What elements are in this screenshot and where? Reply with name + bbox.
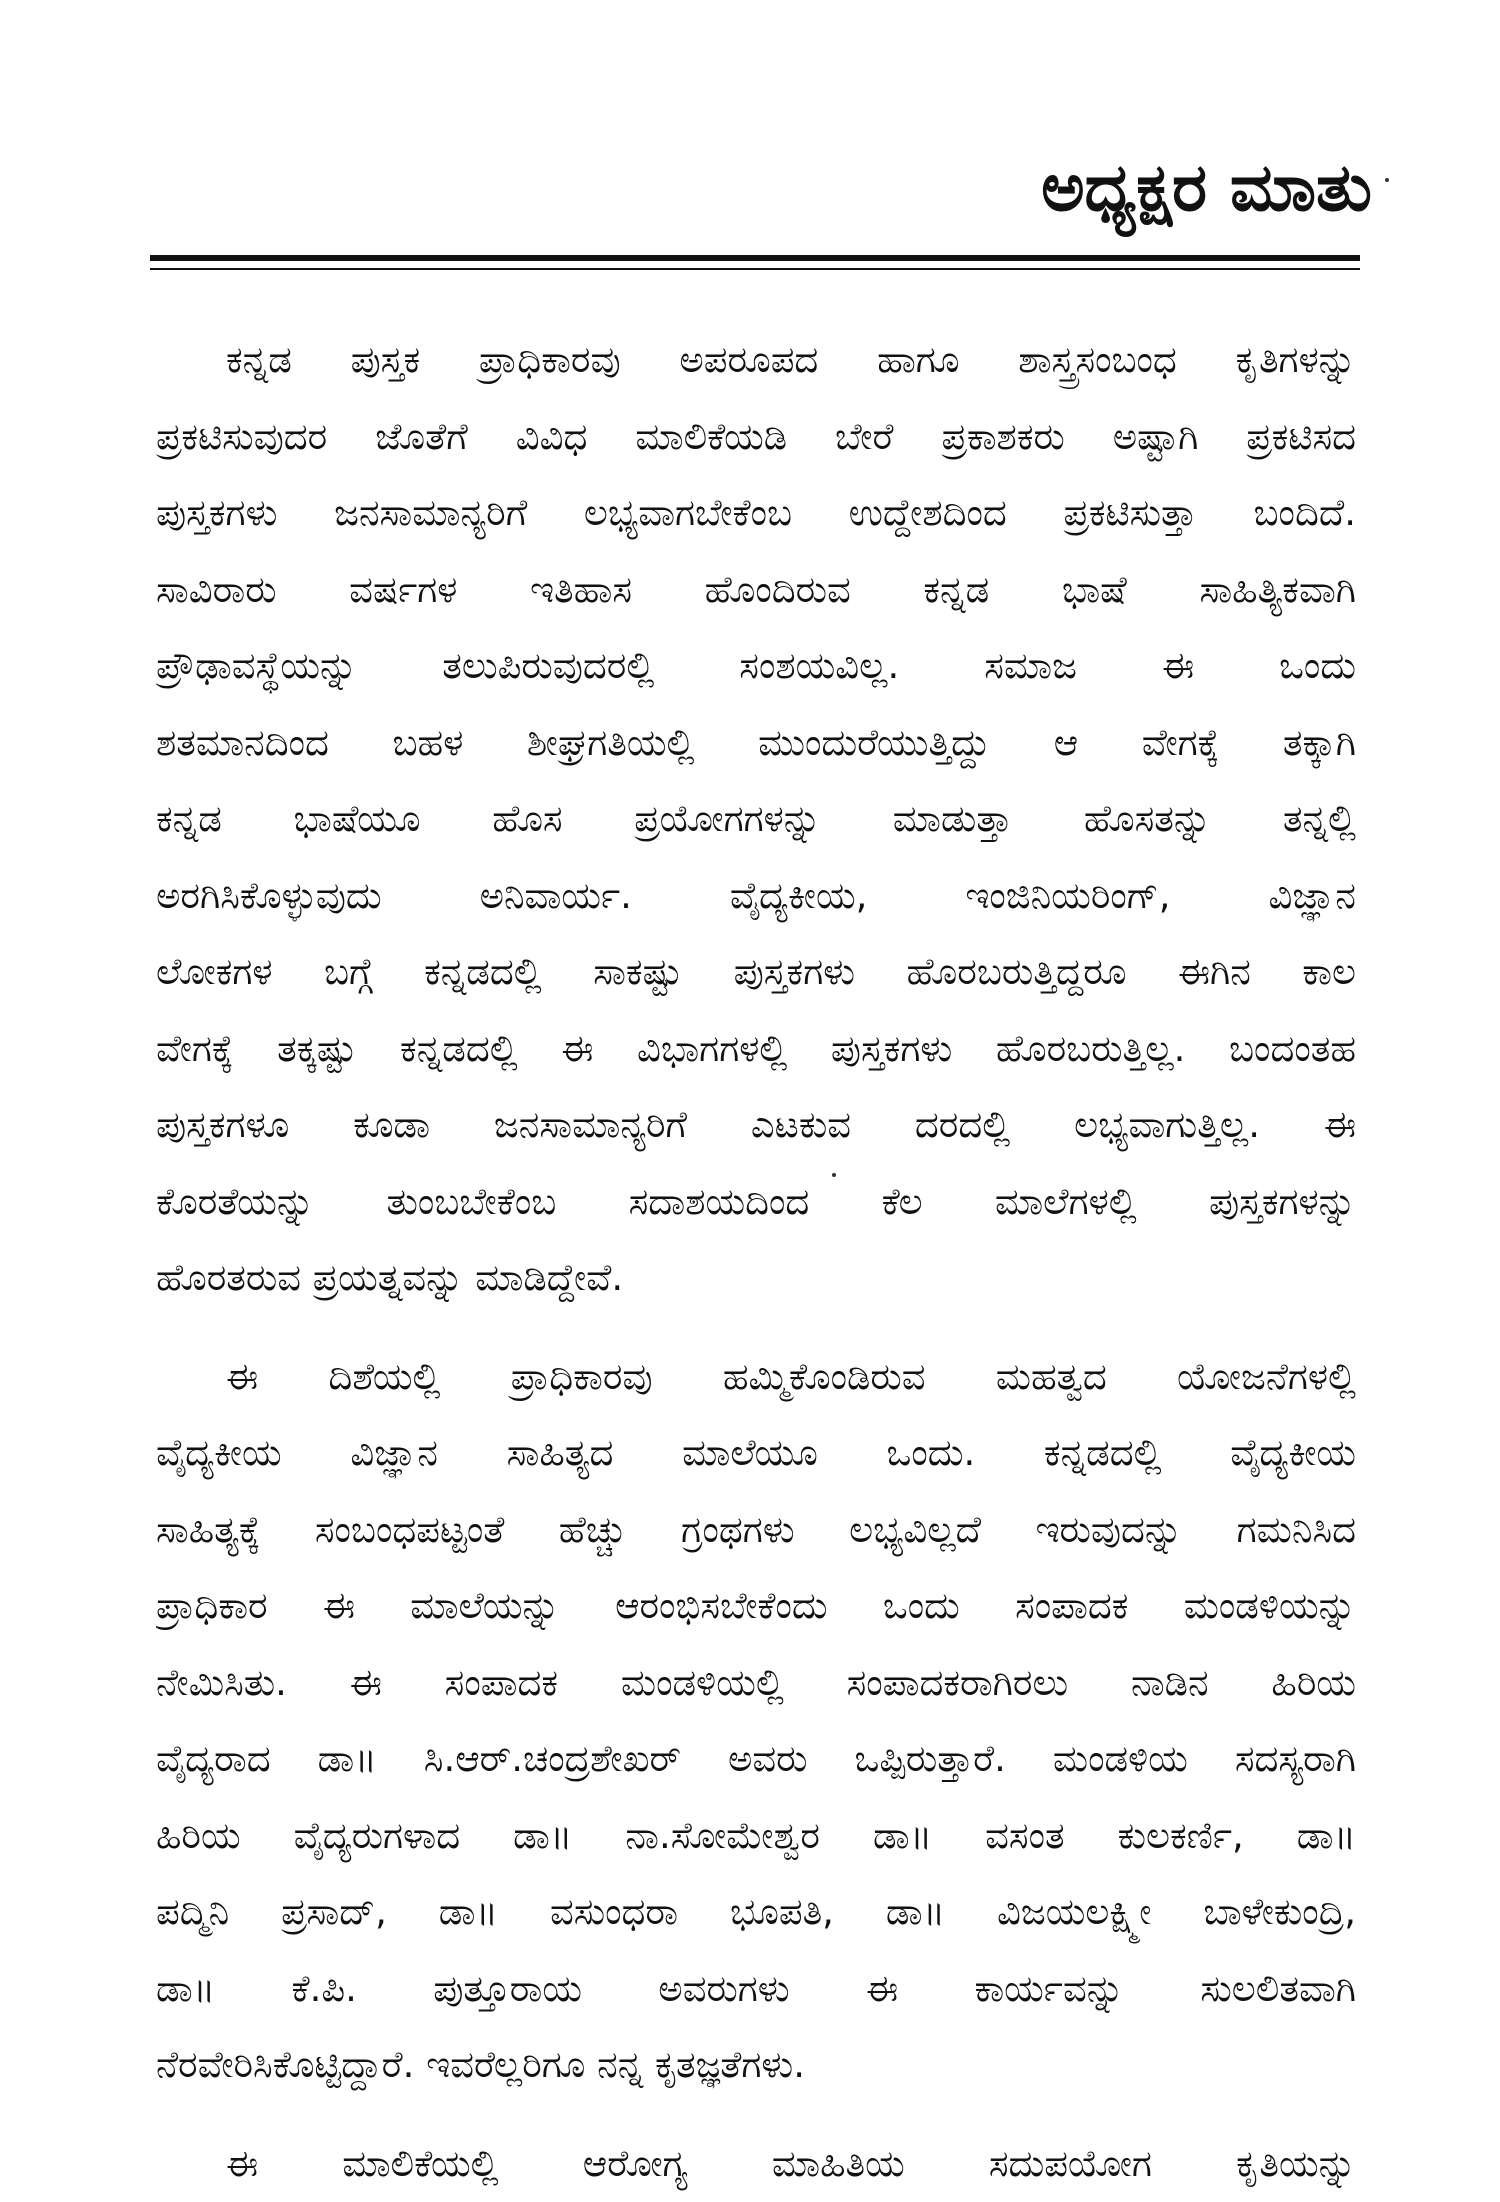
title-rule-thin — [150, 268, 1360, 270]
text-line: ಕನ್ನಡ ಪುಸ್ತಕ ಪ್ರಾಧಿಕಾರವು ಅಪರೂಪದ ಹಾಗೂ ಶಾಸ್ತ್ರಸಂಬಂಧ ಕೃತಿಗಳನ್ನು — [156, 322, 1356, 399]
text-line: ಸಾವಿರಾರು ವರ್ಷಗಳ ಇತಿಹಾಸ ಹೊಂದಿರುವ ಕನ್ನಡ ಭಾಷೆ ಸಾಹಿತ್ಯಿಕವಾಗಿ — [156, 552, 1356, 629]
scan-speck — [1385, 178, 1389, 182]
text-line: ವೇಗಕ್ಕೆ ತಕ್ಕಷ್ಟು ಕನ್ನಡದಲ್ಲಿ ಈ ವಿಭಾಗಗಳಲ್ಲಿ ಪುಸ್ತಕಗಳು ಹೊರಬರುತ್ತಿಲ್ಲ. ಬಂದಂತಹ — [156, 1011, 1356, 1088]
text-line: ಈ ಮಾಲಿಕೆಯಲ್ಲಿ ಆರೋಗ್ಯ ಮಾಹಿತಿಯ ಸದುಪಯೋಗ ಕೃತಿಯನ್ನು — [156, 2126, 1356, 2202]
text-line: ಶತಮಾನದಿಂದ ಬಹಳ ಶೀಘ್ರಗತಿಯಲ್ಲಿ ಮುಂದುರೆಯುತ್ತಿದ್ದು ಆ ವೇಗಕ್ಕೆ ತಕ್ಕಾಗಿ — [156, 705, 1356, 782]
paragraph-1 — [156, 322, 1356, 1317]
title-rule-thick — [150, 255, 1360, 261]
text-line: ವೈದ್ಯಕೀಯ ವಿಜ್ಞಾನ ಸಾಹಿತ್ಯದ ಮಾಲೆಯೂ ಒಂದು. ಕನ್ನಡದಲ್ಲಿ ವೈದ್ಯಕೀಯ — [156, 1415, 1356, 1492]
text-line: ಪ್ರಾಧಿಕಾರ ಈ ಮಾಲೆಯನ್ನು ಆರಂಭಿಸಬೇಕೆಂದು ಒಂದು ಸಂಪಾದಕ ಮಂಡಳಿಯನ್ನು — [156, 1568, 1356, 1645]
text-line: ಅರಗಿಸಿಕೊಳ್ಳುವುದು ಅನಿವಾರ್ಯ. ವೈದ್ಯಕೀಯ, ಇಂಜಿನಿಯರಿಂಗ್, ವಿಜ್ಞಾನ — [156, 858, 1356, 935]
text-line: ಹೊರತರುವ ಪ್ರಯತ್ನವನ್ನು ಮಾಡಿದ್ದೇವೆ. — [156, 1240, 1356, 1317]
scan-speck — [832, 1173, 836, 1177]
text-line: ಪ್ರಕಟಿಸುವುದರ ಜೊತೆಗೆ ವಿವಿಧ ಮಾಲಿಕೆಯಡಿ ಬೇರೆ ಪ್ರಕಾಶಕರು ಅಷ್ಟಾಗಿ ಪ್ರಕಟಿಸದ — [156, 399, 1356, 476]
page-title: ಅಧ್ಯಕ್ಷರ ಮಾತು — [1041, 152, 1372, 225]
text-line: ಪುಸ್ತಕಗಳು ಜನಸಾಮಾನ್ಯರಿಗೆ ಲಭ್ಯವಾಗಬೇಕೆಂಬ ಉದ್ದೇಶದಿಂದ ಪ್ರಕಟಿಸುತ್ತಾ ಬಂದಿದೆ. — [156, 475, 1356, 552]
text-line: ಪದ್ಮಿನಿ ಪ್ರಸಾದ್, ಡಾ॥ ವಸುಂಧರಾ ಭೂಪತಿ, ಡಾ॥ ವಿಜಯಲಕ್ಷ್ಮೀ ಬಾಳೇಕುಂದ್ರಿ, — [156, 1874, 1356, 1951]
paragraph-3 — [156, 2126, 1356, 2202]
text-line: ಕೊರತೆಯನ್ನು ತುಂಬಬೇಕೆಂಬ ಸದಾಶಯದಿಂದ ಕೆಲ ಮಾಲೆಗಳಲ್ಲಿ ಪುಸ್ತಕಗಳನ್ನು — [156, 1164, 1356, 1241]
text-line: ಈ ದಿಶೆಯಲ್ಲಿ ಪ್ರಾಧಿಕಾರವು ಹಮ್ಮಿಕೊಂಡಿರುವ ಮಹತ್ವದ ಯೋಜನೆಗಳಲ್ಲಿ — [156, 1339, 1356, 1416]
text-line: ಹಿರಿಯ ವೈದ್ಯರುಗಳಾದ ಡಾ॥ ನಾ.ಸೋಮೇಶ್ವರ ಡಾ॥ ವಸಂತ ಕುಲಕರ್ಣಿ, ಡಾ॥ — [156, 1798, 1356, 1875]
paragraph-2 — [156, 1339, 1356, 2104]
paragraph-gap — [156, 1317, 1356, 1339]
text-line: ಸಾಹಿತ್ಯಕ್ಕೆ ಸಂಬಂಧಪಟ್ಟಂತೆ ಹೆಚ್ಚು ಗ್ರಂಥಗಳು ಲಭ್ಯವಿಲ್ಲದೆ ಇರುವುದನ್ನು ಗಮನಿಸಿದ — [156, 1492, 1356, 1569]
text-line: ಕನ್ನಡ ಭಾಷೆಯೂ ಹೊಸ ಪ್ರಯೋಗಗಳನ್ನು ಮಾಡುತ್ತಾ ಹೊಸತನ್ನು ತನ್ನಲ್ಲಿ — [156, 781, 1356, 858]
body-text — [156, 322, 1356, 2202]
paragraph-gap — [156, 2104, 1356, 2126]
text-line: ಲೋಕಗಳ ಬಗ್ಗೆ ಕನ್ನಡದಲ್ಲಿ ಸಾಕಷ್ಟು ಪುಸ್ತಕಗಳು ಹೊರಬರುತ್ತಿದ್ದರೂ ಈಗಿನ ಕಾಲ — [156, 934, 1356, 1011]
text-line: ಪುಸ್ತಕಗಳೂ ಕೂಡಾ ಜನಸಾಮಾನ್ಯರಿಗೆ ಎಟಕುವ ದರದಲ್ಲಿ ಲಭ್ಯವಾಗುತ್ತಿಲ್ಲ. ಈ — [156, 1087, 1356, 1164]
text-line: ಪ್ರೌಢಾವಸ್ಥೆಯನ್ನು ತಲುಪಿರುವುದರಲ್ಲಿ ಸಂಶಯವಿಲ್ಲ. ಸಮಾಜ ಈ ಒಂದು — [156, 628, 1356, 705]
text-line: ವೈದ್ಯರಾದ ಡಾ॥ ಸಿ.ಆರ್.ಚಂದ್ರಶೇಖರ್ ಅವರು ಒಪ್ಪಿರುತ್ತಾರೆ. ಮಂಡಳಿಯ ಸದಸ್ಯರಾಗಿ — [156, 1721, 1356, 1798]
text-line: ನೆರವೇರಿಸಿಕೊಟ್ಟಿದ್ದಾರೆ. ಇವರೆಲ್ಲರಿಗೂ ನನ್ನ ಕೃತಜ್ಞತೆಗಳು. — [156, 2027, 1356, 2104]
text-line: ನೇಮಿಸಿತು. ಈ ಸಂಪಾದಕ ಮಂಡಳಿಯಲ್ಲಿ ಸಂಪಾದಕರಾಗಿರಲು ನಾಡಿನ ಹಿರಿಯ — [156, 1645, 1356, 1722]
text-line: ಡಾ॥ ಕೆ.ಪಿ. ಪುತ್ತೂರಾಯ ಅವರುಗಳು ಈ ಕಾರ್ಯವನ್ನು ಸುಲಲಿತವಾಗಿ — [156, 1951, 1356, 2028]
